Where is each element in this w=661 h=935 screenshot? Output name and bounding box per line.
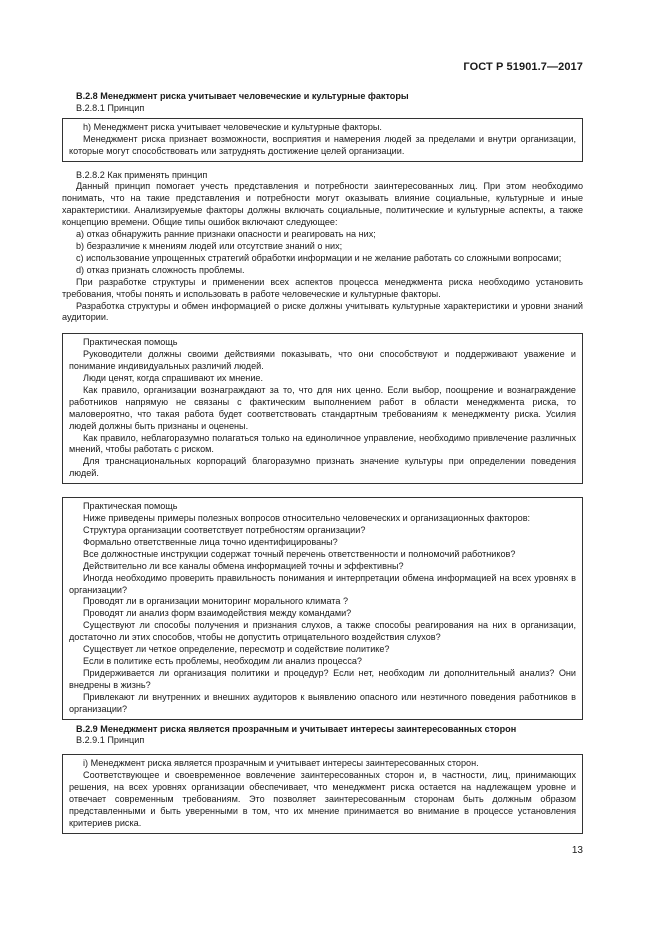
subsection-how-to-apply: В.2.8.2 Как применять принцип bbox=[76, 169, 208, 180]
help-question: Ниже приведены примеры полезных вопросов относительно человеческих и организационных факторов: bbox=[83, 513, 531, 524]
help-question: Иногда необходимо проверить правильность понимания и интерпретации обмена информацией на всех уровнях в организации? bbox=[69, 572, 576, 595]
practical-help-box-2 bbox=[62, 497, 583, 719]
section-number: В.2.8 bbox=[76, 91, 98, 101]
box-line: Соответствующее и своевременное вовлечение заинтересованных сторон и, в частности, лиц, принимающих решения, на всех уровнях организации обеспечивает, что менеджмент риска остается на надлежащем уровне и отвечает современным требованиям. Это позволяет заинтересованным сторонам быть должным образом представленными и быть уверенными в том, что их мнение принимается во внимание в процессе установления критериев риска. bbox=[69, 770, 576, 828]
subsection-principle: В.2.9.1 Принцип bbox=[76, 735, 145, 746]
list-item: с) использование упрощенных стратегий обработки информации и не желание работать со сложными вопросами; bbox=[76, 252, 562, 263]
help-question: Существует ли четкое определение, пересмотр и содействие политике? bbox=[83, 644, 390, 655]
box-line: h) Менеджмент риска учитывает человеческие и культурные факторы. bbox=[83, 121, 382, 132]
paragraph: Разработка структуры и обмен информацией о риске должны учитывать культурные характеристики и уровни знаний аудитории. bbox=[62, 300, 583, 323]
help-question: Придерживается ли организация политики и процедур? Если нет, необходим ли дополнительный анализ? Они внедрены в жизнь? bbox=[69, 667, 576, 690]
subsection-principle: В.2.8.1 Принцип bbox=[76, 102, 145, 113]
list-item: d) отказ признать сложность проблемы. bbox=[76, 264, 245, 275]
paragraph: При разработке структуры и применении всех аспектов процесса менеджмента риска необходимо установить требования, чтобы понять и использовать в работе человеческие и культурные факторы. bbox=[62, 276, 583, 299]
help-question: Проводят ли в организации мониторинг морального климата ? bbox=[83, 596, 349, 607]
page-content bbox=[62, 91, 583, 838]
help-question: Проводят ли анализ форм взаимодействия между командами? bbox=[83, 608, 352, 619]
help-question: Привлекают ли внутренних и внешних аудиторов к выявлению опасного или неэтичного поведения работников в организации? bbox=[69, 691, 576, 714]
principle-box-i bbox=[62, 754, 583, 833]
help-question: Существуют ли способы получения и признания слухов, а также способы реагирования на них в организации, достаточно ли этих способов, чтобы не допустить отрицательного воздействия слухов? bbox=[69, 620, 576, 643]
help-paragraph: Как правило, неблагоразумно полагаться только на единоличное управление, необходимо привлечение различных мнений, чтобы работать с риском. bbox=[69, 432, 576, 455]
help-paragraph: Как правило, организации вознаграждают за то, что для них ценно. Если выбор, поощрение и вознаграждение работников напрямую не связаны с фактическим выполнением работ в области менеджмента риска, то маловероятно, что такая работа будет соответствовать стандартным требованиям к менеджменту риска. Усилия людей должны быть признаны и оценены. bbox=[69, 384, 576, 431]
list-item: а) отказ обнаружить ранние признаки опасности и реагировать на них; bbox=[76, 229, 376, 240]
paragraph: Данный принцип помогает учесть представления и потребности заинтересованных лиц. При этом необходимо понимать, что на такие представления и потребности могут оказывать влияние социальные, культурные и иные характеристики. Анализируемые факторы должны включать социальные, политические и культурные аспекты, а также концепцию времени. Общие типы ошибок включают следующее: bbox=[62, 181, 583, 228]
section-title: Менеджмент риска учитывает человеческие и культурные факторы bbox=[100, 91, 409, 101]
help-question: Действительно ли все каналы обмена информацией точны и эффективны? bbox=[83, 560, 404, 571]
section-heading-b28 bbox=[62, 91, 583, 103]
section-heading-b29 bbox=[62, 724, 583, 736]
help-paragraph: Для транснациональных корпораций благоразумно признать значение культуры при определении поведения людей. bbox=[69, 456, 576, 479]
standard-code: ГОСТ Р 51901.7—2017 bbox=[463, 61, 583, 73]
help-question: Все должностные инструкции содержат точный перечень ответственности и полномочий работников? bbox=[83, 548, 516, 559]
help-question: Формально ответственные лица точно идентифицированы? bbox=[83, 536, 338, 547]
help-question: Структура организации соответствует потребностям организации? bbox=[83, 525, 366, 535]
page-number: 13 bbox=[571, 845, 583, 856]
help-title: Практическая помощь bbox=[83, 337, 178, 348]
help-paragraph: Люди ценят, когда спрашивают их мнение. bbox=[83, 373, 263, 384]
principle-box-h bbox=[62, 118, 583, 162]
list-item: b) безразличие к мнениям людей или отсутствие знаний о них; bbox=[76, 240, 343, 251]
section-number: В.2.9 bbox=[76, 723, 98, 734]
section-title: Менеджмент риска является прозрачным и учитывает интересы заинтересованных сторон bbox=[100, 723, 517, 734]
practical-help-box-1 bbox=[62, 333, 583, 484]
box-line: i) Менеджмент риска является прозрачным и учитывает интересы заинтересованных сторон. bbox=[83, 758, 479, 769]
help-question: Если в политике есть проблемы, необходим ли анализ процесса? bbox=[83, 655, 362, 666]
help-title: Практическая помощь bbox=[83, 501, 178, 512]
help-paragraph: Руководители должны своими действиями показывать, что они способствуют и поддерживают уважение и понимание индивидуальных различий людей. bbox=[69, 349, 576, 372]
box-line: Менеджмент риска признает возможности, восприятия и намерения людей за пределами и внутри организации, которые могут способствовать или затруднять достижение целей организации. bbox=[69, 133, 576, 156]
